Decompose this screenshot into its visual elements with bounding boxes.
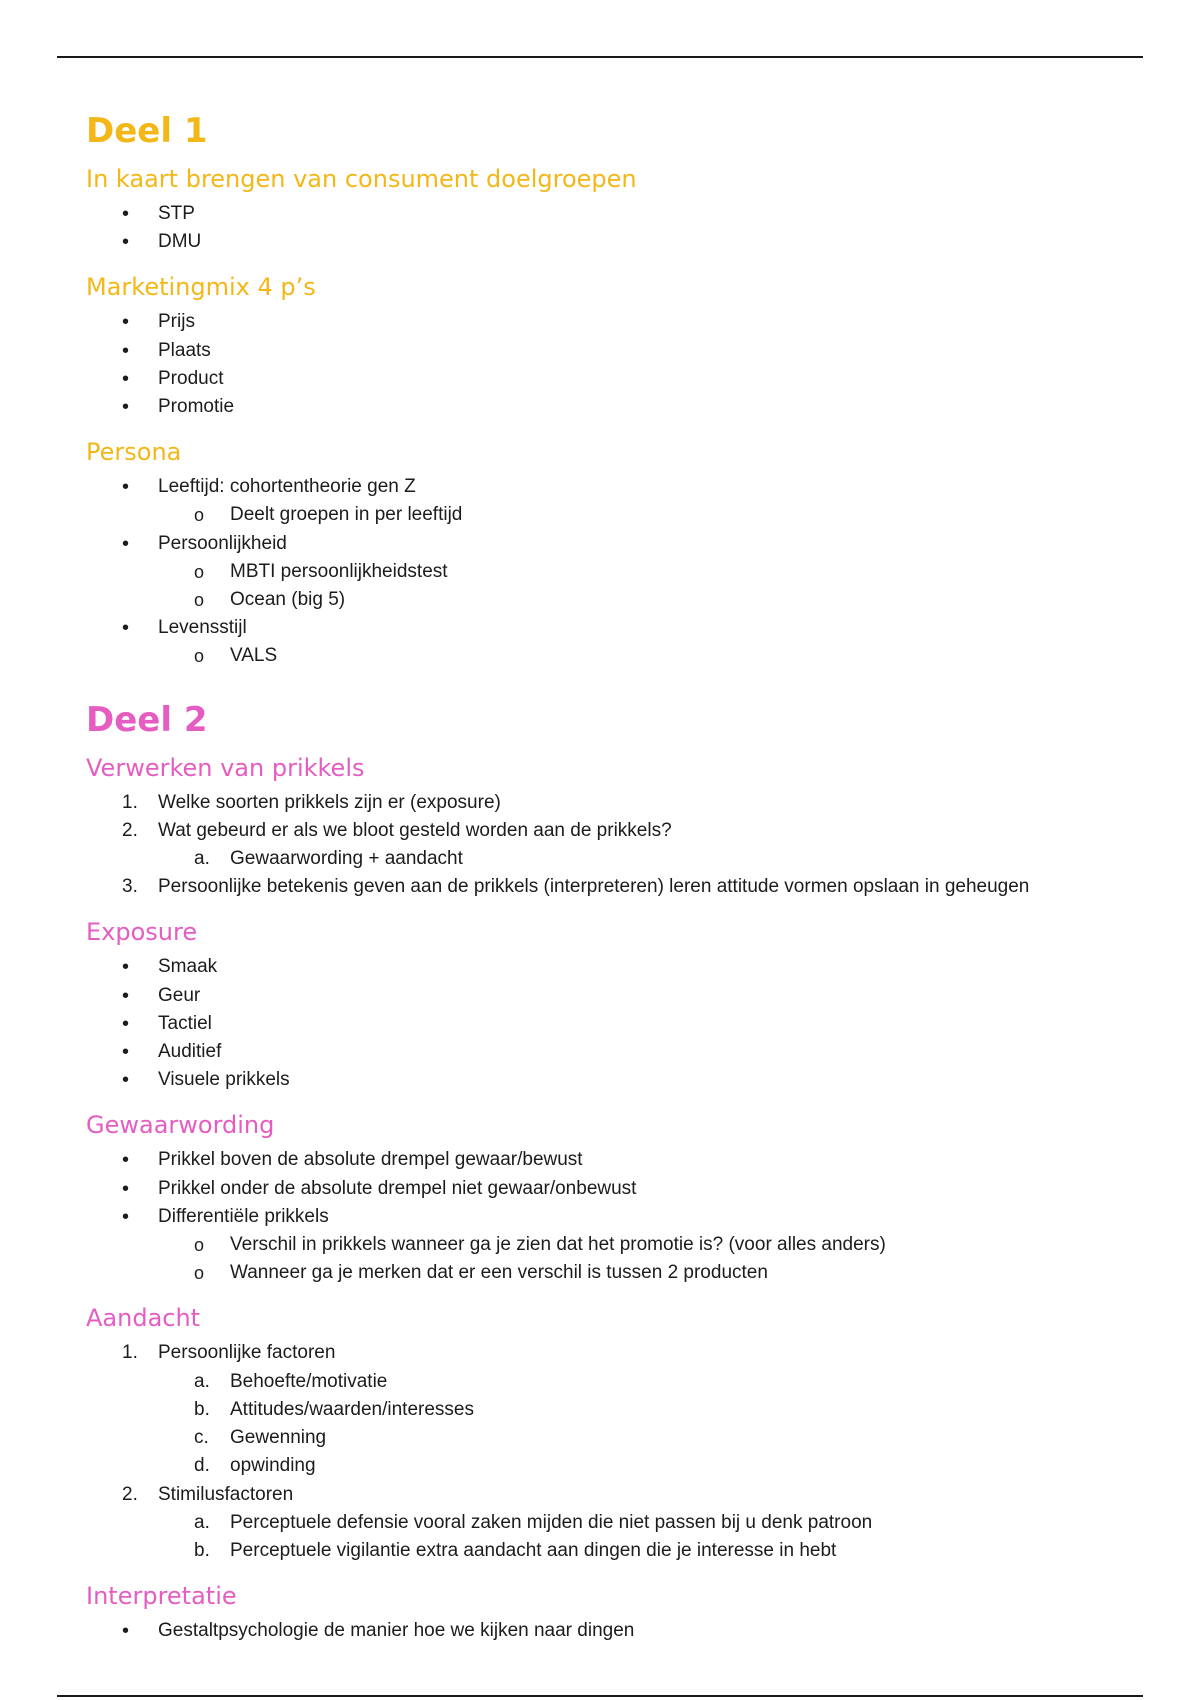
list-item [86, 614, 1106, 642]
list-number: 1. [122, 791, 138, 813]
list-item [86, 1066, 1106, 1094]
list-number: 2. [122, 819, 138, 841]
sub-list-item [86, 1368, 1106, 1396]
bullet-icon [122, 1203, 146, 1232]
list-item-text: Product [158, 367, 224, 389]
bullet-icon [122, 1010, 146, 1039]
list-item-text: Welke soorten prikkels zijn er (exposure) [158, 791, 501, 813]
list-item-text: Verschil in prikkels wanneer ga je zien dat het promotie is? (voor alles anders) [230, 1234, 886, 1256]
list-item-text: Promotie [158, 396, 235, 418]
list-item-text: Wanneer ga je merken dat er een verschil is tussen 2 producten [230, 1262, 768, 1284]
list-letter: b. [194, 1398, 210, 1420]
bullet-icon [122, 953, 146, 982]
list-item-text: Prikkel onder de absolute drempel niet gewaar/onbewust [158, 1177, 637, 1199]
list-item-text: MBTI persoonlijkheidstest [230, 560, 448, 582]
bullet-icon [122, 614, 146, 643]
sub-list-item [86, 1259, 1106, 1287]
circle-bullet-icon [194, 1259, 218, 1288]
list-item-text: Stimilusfactoren [158, 1483, 294, 1505]
bullet-icon [122, 1066, 146, 1095]
list-item-text: STP [158, 203, 195, 224]
sub-list-item [86, 1424, 1106, 1452]
list-number: 2. [122, 1483, 138, 1505]
list-item-text: VALS [230, 645, 278, 667]
list-item-text: Behoefte/motivatie [230, 1370, 388, 1392]
list-item-text: Prijs [158, 311, 195, 333]
bullet-icon [122, 308, 146, 337]
list-item [86, 1175, 1106, 1203]
list-item-text: opwinding [230, 1455, 316, 1477]
sub-list-item [86, 1509, 1106, 1537]
circle-bullet-icon [194, 586, 218, 615]
list-item-text: Plaats [158, 339, 211, 361]
list-item-text: Prikkel boven de absolute drempel gewaar/bewust [158, 1149, 583, 1171]
list-item-text: Levensstijl [158, 617, 247, 639]
bullet-list-marketingmix [86, 308, 1106, 421]
bullet-icon [122, 200, 146, 229]
bullet-icon [122, 1038, 146, 1067]
list-item-text: Perceptuele vigilantie extra aandacht aan dingen die je interesse in hebt [230, 1539, 837, 1561]
list-item-text: DMU [158, 231, 202, 253]
bullet-icon [122, 337, 146, 366]
list-item-text: Gestaltpsychologie de manier hoe we kijken naar dingen [158, 1620, 635, 1642]
list-item [86, 953, 1106, 981]
list-item-text: Differentiële prikkels [158, 1205, 329, 1227]
numbered-list-verwerken [86, 789, 1106, 902]
list-letter: a. [194, 1370, 210, 1392]
list-item [86, 1038, 1106, 1066]
section-heading-interpretatie: Interpretatie [86, 1582, 237, 1611]
list-item-text: Visuele prikkels [158, 1069, 290, 1091]
bottom-rule [57, 1695, 1143, 1697]
list-item [86, 1146, 1106, 1174]
list-item-text: Persoonlijke betekenis geven aan de prikkels (interpreteren) leren attitude vormen opslaan in geheugen [158, 876, 1030, 898]
list-item [86, 817, 1106, 845]
section-heading-aandacht: Aandacht [86, 1304, 201, 1333]
section-heading-exposure: Exposure [86, 918, 198, 947]
list-item-text: Tactiel [158, 1012, 212, 1034]
bullet-list-gewaarwording [86, 1146, 1106, 1287]
list-item [86, 228, 1106, 256]
list-item [86, 530, 1106, 558]
list-item [86, 308, 1106, 336]
list-item-text: Auditief [158, 1041, 222, 1063]
list-item [86, 1339, 1106, 1367]
list-item [86, 473, 1106, 501]
list-item-text: Gewaarwording + aandacht [230, 848, 463, 870]
section-heading-marketingmix: Marketingmix 4 p’s [86, 273, 316, 302]
bullet-list-exposure [86, 953, 1106, 1094]
top-rule [57, 56, 1143, 58]
deel1-title: Deel 1 [86, 111, 208, 151]
bullet-list-persona [86, 473, 1106, 670]
bullet-icon [122, 1175, 146, 1204]
section-heading-verwerken: Verwerken van prikkels [86, 753, 365, 782]
sub-list-item [86, 1452, 1106, 1480]
list-item-text: Wat gebeurd er als we bloot gesteld worden aan de prikkels? [158, 819, 672, 841]
list-item [86, 365, 1106, 393]
deel2-title: Deel 2 [86, 699, 208, 740]
section-heading-persona: Persona [86, 438, 182, 467]
list-item [86, 789, 1106, 817]
section-heading-doelgroepen: In kaart brengen van consument doelgroepen [86, 165, 637, 193]
bullet-list-doelgroepen [86, 200, 1106, 256]
sub-list-item [86, 1537, 1106, 1565]
list-item-text: Persoonlijke factoren [158, 1342, 336, 1364]
sub-list-item [86, 642, 1106, 670]
bullet-icon [122, 530, 146, 559]
sub-list-item [86, 586, 1106, 614]
list-letter: b. [194, 1539, 210, 1561]
list-letter: a. [194, 848, 210, 870]
list-item [86, 337, 1106, 365]
list-item [86, 1617, 1106, 1645]
document-page [86, 104, 1106, 1645]
list-item-text: Geur [158, 984, 201, 1006]
list-item [86, 982, 1106, 1010]
circle-bullet-icon [194, 558, 218, 587]
list-item-text: Attitudes/waarden/interesses [230, 1398, 474, 1420]
list-item [86, 1481, 1106, 1509]
list-item-text: Gewenning [230, 1427, 327, 1449]
list-item-text: Deelt groepen in per leeftijd [230, 504, 463, 526]
list-letter: c. [194, 1427, 209, 1449]
list-item-text: Ocean (big 5) [230, 589, 346, 611]
list-number: 3. [122, 876, 138, 898]
list-item-text: Leeftijd: cohortentheorie gen Z [158, 476, 416, 498]
section-heading-gewaarwording: Gewaarwording [86, 1111, 275, 1140]
bullet-icon [122, 393, 146, 422]
bullet-icon [122, 473, 146, 502]
list-item [86, 873, 1106, 901]
list-letter: a. [194, 1511, 210, 1533]
list-item [86, 200, 1106, 228]
list-item-text: Persoonlijkheid [158, 532, 287, 554]
bullet-icon [122, 365, 146, 394]
sub-list-item [86, 501, 1106, 529]
sub-list-item [86, 845, 1106, 873]
list-number: 1. [122, 1342, 138, 1364]
list-item-text: Smaak [158, 956, 218, 978]
sub-list-item [86, 1231, 1106, 1259]
bullet-icon [122, 1617, 146, 1646]
bullet-icon [122, 228, 146, 257]
sub-list-item [86, 558, 1106, 586]
bullet-icon [122, 1146, 146, 1175]
list-letter: d. [194, 1455, 210, 1477]
list-item [86, 393, 1106, 421]
circle-bullet-icon [194, 1231, 218, 1260]
list-item-text: Perceptuele defensie vooral zaken mijden die niet passen bij u denk patroon [230, 1511, 873, 1533]
circle-bullet-icon [194, 642, 218, 671]
bullet-icon [122, 982, 146, 1011]
bullet-list-interpretatie [86, 1617, 1106, 1645]
list-item [86, 1010, 1106, 1038]
sub-list-item [86, 1396, 1106, 1424]
circle-bullet-icon [194, 501, 218, 530]
numbered-list-aandacht [86, 1339, 1106, 1565]
list-item [86, 1203, 1106, 1231]
